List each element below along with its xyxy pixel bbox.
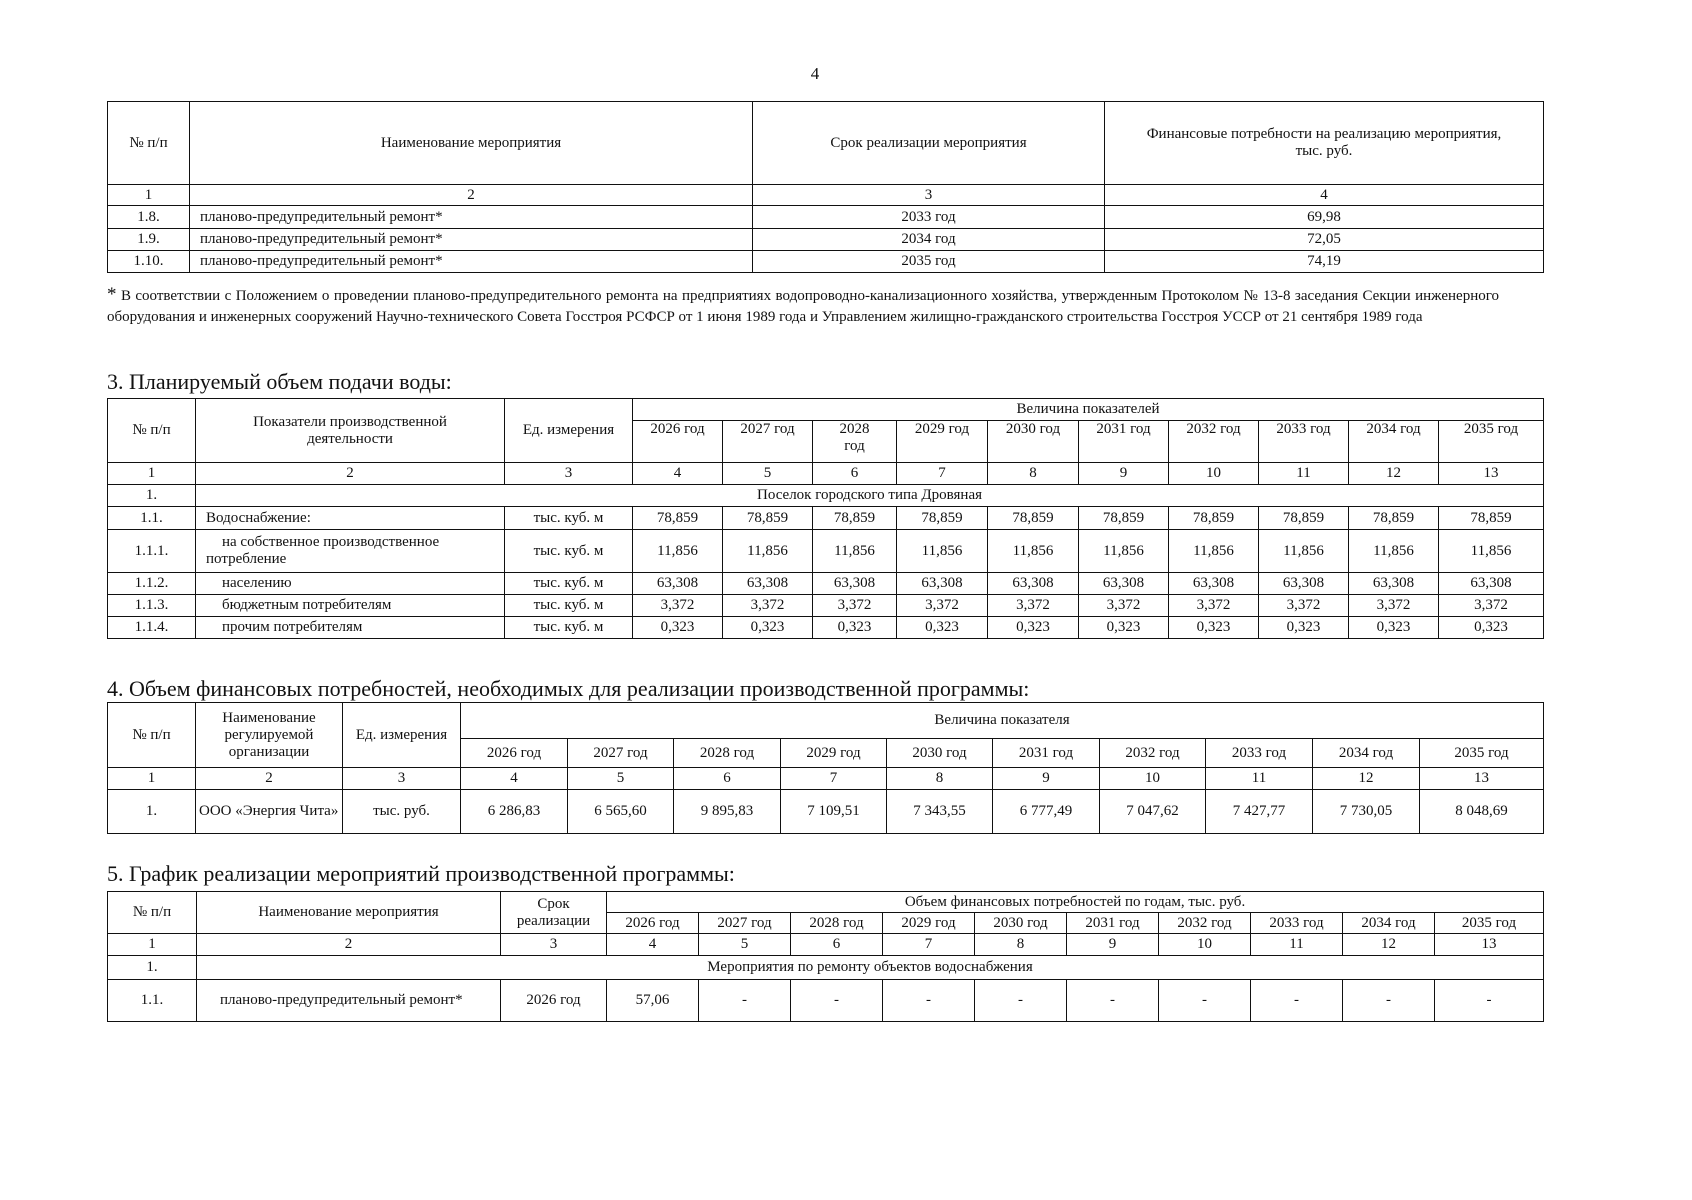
value-cell: 6 286,83 (461, 790, 568, 834)
value-cell: 8 048,69 (1420, 790, 1544, 834)
column-number: 1 (108, 768, 196, 790)
header-unit: Ед. измерения (505, 399, 633, 463)
table-row (108, 530, 1544, 573)
column-number: 7 (781, 768, 887, 790)
year-cell: 2026 год (633, 421, 723, 463)
column-number: 5 (699, 934, 791, 956)
indicator-name: Водоснабжение: (196, 507, 505, 530)
column-number: 9 (993, 768, 1100, 790)
value-cell: 78,859 (813, 507, 897, 530)
header-num: № п/п (108, 399, 196, 463)
year-cell: 2032 год (1169, 421, 1259, 463)
header-term: Срок реализации (501, 892, 607, 934)
column-number: 1 (108, 934, 197, 956)
table-header-row (108, 703, 1544, 739)
column-number: 8 (975, 934, 1067, 956)
header-cell: № п/п (108, 102, 190, 185)
value-cell: 63,308 (813, 573, 897, 595)
column-number: 13 (1420, 768, 1544, 790)
table-header-row (108, 892, 1544, 913)
year-cell: 2035 год (1439, 421, 1544, 463)
year-cell: 2028 год (813, 421, 897, 463)
column-number: 2 (197, 934, 501, 956)
year-cell: 2029 год (781, 739, 887, 768)
year-cell: 2027 год (568, 739, 674, 768)
year-cell: 2031 год (993, 739, 1100, 768)
value-cell: 0,323 (633, 617, 723, 639)
value-cell: 63,308 (1169, 573, 1259, 595)
value-cell: 11,856 (813, 530, 897, 573)
value-cell: 6 565,60 (568, 790, 674, 834)
unit-cell: тыс. куб. м (505, 530, 633, 573)
column-number: 13 (1435, 934, 1544, 956)
column-number: 10 (1159, 934, 1251, 956)
header-cell: Срок реализации мероприятия (753, 102, 1105, 185)
value-cell: 3,372 (988, 595, 1079, 617)
activity-term: 2034 год (753, 229, 1105, 251)
value-cell: 7 109,51 (781, 790, 887, 834)
row-number: 1. (108, 790, 196, 834)
value-cell: 63,308 (633, 573, 723, 595)
table-row (108, 507, 1544, 530)
value-cell: 0,323 (988, 617, 1079, 639)
unit-cell: тыс. куб. м (505, 573, 633, 595)
activity-term: 2035 год (753, 251, 1105, 273)
value-cell: 11,856 (633, 530, 723, 573)
activities-table (107, 101, 1544, 273)
column-number: 10 (1169, 463, 1259, 485)
value-cell: 3,372 (813, 595, 897, 617)
indicator-name: на собственное производственное потребление (196, 530, 505, 573)
value-cell: 0,323 (1169, 617, 1259, 639)
header-org: Наименование регулируемой организации (196, 703, 343, 768)
column-number: 12 (1349, 463, 1439, 485)
value-cell: 3,372 (1439, 595, 1544, 617)
header-unit: Ед. измерения (343, 703, 461, 768)
activity-cost: 72,05 (1105, 229, 1544, 251)
value-cell: 11,856 (723, 530, 813, 573)
column-number: 4 (1105, 185, 1544, 206)
column-number: 3 (753, 185, 1105, 206)
column-number: 6 (813, 463, 897, 485)
value-cell: 7 730,05 (1313, 790, 1420, 834)
value-cell: 78,859 (1439, 507, 1544, 530)
activity-name: планово-предупредительный ремонт* (190, 206, 753, 229)
value-cell: 78,859 (988, 507, 1079, 530)
table-row (108, 980, 1544, 1022)
table-row (108, 617, 1544, 639)
value-cell: 0,323 (1439, 617, 1544, 639)
table-row (108, 573, 1544, 595)
column-number: 4 (607, 934, 699, 956)
row-number: 1.1. (108, 980, 197, 1022)
year-cell: 2030 год (975, 913, 1067, 934)
column-number: 3 (505, 463, 633, 485)
column-number: 12 (1343, 934, 1435, 956)
column-number: 4 (461, 768, 568, 790)
table-row (108, 229, 1544, 251)
year-cell: 2034 год (1343, 913, 1435, 934)
indicator-name: прочим потребителям (196, 617, 505, 639)
value-cell: - (1251, 980, 1343, 1022)
value-cell: 11,856 (1349, 530, 1439, 573)
header-cell: Наименование мероприятия (190, 102, 753, 185)
value-cell: 63,308 (723, 573, 813, 595)
footnote (107, 284, 1499, 328)
activity-name: планово-предупредительный ремонт* (190, 229, 753, 251)
table-header-row (108, 102, 1544, 185)
value-cell: 11,856 (988, 530, 1079, 573)
unit-cell: тыс. куб. м (505, 507, 633, 530)
year-cell: 2029 год (883, 913, 975, 934)
row-number: 1.8. (108, 206, 190, 229)
value-cell: 11,856 (1439, 530, 1544, 573)
table-row (108, 595, 1544, 617)
value-cell: 3,372 (1259, 595, 1349, 617)
column-number: 4 (633, 463, 723, 485)
value-cell: 63,308 (1349, 573, 1439, 595)
header-indicator: Показатели производственной деятельности (196, 399, 505, 463)
value-cell: - (1067, 980, 1159, 1022)
column-number: 11 (1206, 768, 1313, 790)
column-number: 9 (1067, 934, 1159, 956)
activity-name: планово-предупредительный ремонт* (197, 980, 501, 1022)
group-row (108, 956, 1544, 980)
column-number: 7 (883, 934, 975, 956)
activity-name: планово-предупредительный ремонт* (190, 251, 753, 273)
value-cell: 57,06 (607, 980, 699, 1022)
value-cell: 7 343,55 (887, 790, 993, 834)
year-cell: 2033 год (1206, 739, 1313, 768)
year-cell: 2033 год (1259, 421, 1349, 463)
column-number: 3 (343, 768, 461, 790)
column-number-row (108, 185, 1544, 206)
row-number: 1.9. (108, 229, 190, 251)
unit-cell: тыс. куб. м (505, 617, 633, 639)
value-cell: 0,323 (1079, 617, 1169, 639)
value-cell: 78,859 (1169, 507, 1259, 530)
column-number: 8 (988, 463, 1079, 485)
organization-name: ООО «Энергия Чита» (196, 790, 343, 834)
column-number: 13 (1439, 463, 1544, 485)
value-cell: 63,308 (988, 573, 1079, 595)
value-cell: - (1435, 980, 1544, 1022)
column-number: 12 (1313, 768, 1420, 790)
row-number: 1.1. (108, 507, 196, 530)
value-cell: 0,323 (897, 617, 988, 639)
value-cell: 0,323 (723, 617, 813, 639)
year-cell: 2033 год (1251, 913, 1343, 934)
column-number: 5 (723, 463, 813, 485)
section-4-title: 4. Объем финансовых потребностей, необходимых для реализации производственной программы: (107, 676, 1030, 701)
table-row (108, 206, 1544, 229)
header-num: № п/п (108, 892, 197, 934)
year-cell: 2034 год (1349, 421, 1439, 463)
column-number: 5 (568, 768, 674, 790)
column-number: 2 (196, 768, 343, 790)
section-3-title: 3. Планируемый объем подачи воды: (107, 369, 452, 394)
value-cell: 63,308 (1079, 573, 1169, 595)
group-number: 1. (108, 956, 197, 980)
activity-term: 2033 год (753, 206, 1105, 229)
value-cell: 78,859 (633, 507, 723, 530)
value-cell: 63,308 (1259, 573, 1349, 595)
column-number: 10 (1100, 768, 1206, 790)
year-cell: 2028 год (674, 739, 781, 768)
page-number: 4 (810, 64, 820, 83)
column-number: 1 (108, 463, 196, 485)
row-number: 1.1.3. (108, 595, 196, 617)
value-cell: 63,308 (1439, 573, 1544, 595)
header-values: Объем финансовых потребностей по годам, тыс. руб. (607, 892, 1544, 913)
value-cell: 7 047,62 (1100, 790, 1206, 834)
indicator-name: бюджетным потребителям (196, 595, 505, 617)
column-number: 3 (501, 934, 607, 956)
column-number: 11 (1259, 463, 1349, 485)
value-cell: - (883, 980, 975, 1022)
schedule-table (107, 891, 1544, 1022)
header-values: Величина показателей (633, 399, 1544, 421)
year-cell: 2027 год (723, 421, 813, 463)
column-number: 1 (108, 185, 190, 206)
value-cell: - (1159, 980, 1251, 1022)
group-number: 1. (108, 485, 196, 507)
value-cell: 78,859 (1259, 507, 1349, 530)
column-number: 6 (674, 768, 781, 790)
value-cell: 3,372 (723, 595, 813, 617)
year-cell: 2031 год (1079, 421, 1169, 463)
financial-needs-table (107, 702, 1544, 834)
column-number: 9 (1079, 463, 1169, 485)
header-values: Величина показателя (461, 703, 1544, 739)
value-cell: 0,323 (1259, 617, 1349, 639)
value-cell: 78,859 (723, 507, 813, 530)
header-num: № п/п (108, 703, 196, 768)
year-cell: 2031 год (1067, 913, 1159, 934)
value-cell: 3,372 (1349, 595, 1439, 617)
group-row (108, 485, 1544, 507)
value-cell: 3,372 (1169, 595, 1259, 617)
table-row (108, 251, 1544, 273)
water-supply-table (107, 398, 1544, 639)
value-cell: 0,323 (813, 617, 897, 639)
value-cell: 11,856 (1259, 530, 1349, 573)
column-number: 6 (791, 934, 883, 956)
year-cell: 2032 год (1100, 739, 1206, 768)
year-cell: 2028 год (791, 913, 883, 934)
value-cell: 9 895,83 (674, 790, 781, 834)
activity-cost: 69,98 (1105, 206, 1544, 229)
footnote-star: * (107, 284, 117, 305)
value-cell: 78,859 (897, 507, 988, 530)
indicator-name: населению (196, 573, 505, 595)
table-row (108, 790, 1544, 834)
year-cell: 2035 год (1420, 739, 1544, 768)
value-cell: - (791, 980, 883, 1022)
unit-cell: тыс. руб. (343, 790, 461, 834)
value-cell: 3,372 (633, 595, 723, 617)
unit-cell: тыс. куб. м (505, 595, 633, 617)
column-number: 7 (897, 463, 988, 485)
value-cell: 6 777,49 (993, 790, 1100, 834)
value-cell: - (1343, 980, 1435, 1022)
year-cell: 2035 год (1435, 913, 1544, 934)
group-name: Поселок городского типа Дровяная (196, 485, 1544, 507)
value-cell: - (699, 980, 791, 1022)
value-cell: 78,859 (1079, 507, 1169, 530)
row-number: 1.1.1. (108, 530, 196, 573)
value-cell: 11,856 (897, 530, 988, 573)
column-number: 2 (196, 463, 505, 485)
column-number-row (108, 934, 1544, 956)
year-cell: 2030 год (887, 739, 993, 768)
section-5-title: 5. График реализации мероприятий производственной программы: (107, 861, 735, 886)
column-number: 2 (190, 185, 753, 206)
year-cell: 2034 год (1313, 739, 1420, 768)
column-number: 11 (1251, 934, 1343, 956)
column-number-row (108, 463, 1544, 485)
value-cell: 63,308 (897, 573, 988, 595)
column-number-row (108, 768, 1544, 790)
header-name: Наименование мероприятия (197, 892, 501, 934)
value-cell: 11,856 (1169, 530, 1259, 573)
year-cell: 2026 год (607, 913, 699, 934)
value-cell: 3,372 (1079, 595, 1169, 617)
row-number: 1.1.2. (108, 573, 196, 595)
activity-term: 2026 год (501, 980, 607, 1022)
year-cell: 2032 год (1159, 913, 1251, 934)
footnote-text: В соответствии с Положением о проведении планово-предупредительного ремонта на предприятиях водопроводно-канализационного хозяйства, утвержденным Протоколом № 13-8 заседания Секции инженерного оборудования и инженерных сооружений Научно-технического Совета Госстроя РСФСР от 1 июня 1989 года и Управлением жилищно-гражданского строительства Госстроя УССР от 21 сентября 1989 года (107, 288, 1499, 325)
value-cell: - (975, 980, 1067, 1022)
value-cell: 11,856 (1079, 530, 1169, 573)
value-cell: 0,323 (1349, 617, 1439, 639)
table-header-row (108, 399, 1544, 421)
year-cell: 2027 год (699, 913, 791, 934)
activity-cost: 74,19 (1105, 251, 1544, 273)
value-cell: 7 427,77 (1206, 790, 1313, 834)
row-number: 1.10. (108, 251, 190, 273)
year-cell: 2029 год (897, 421, 988, 463)
year-cell: 2030 год (988, 421, 1079, 463)
year-cell: 2026 год (461, 739, 568, 768)
column-number: 8 (887, 768, 993, 790)
row-number: 1.1.4. (108, 617, 196, 639)
group-name: Мероприятия по ремонту объектов водоснабжения (197, 956, 1544, 980)
value-cell: 3,372 (897, 595, 988, 617)
value-cell: 78,859 (1349, 507, 1439, 530)
header-cell: Финансовые потребности на реализацию мероприятия, тыс. руб. (1105, 102, 1544, 185)
